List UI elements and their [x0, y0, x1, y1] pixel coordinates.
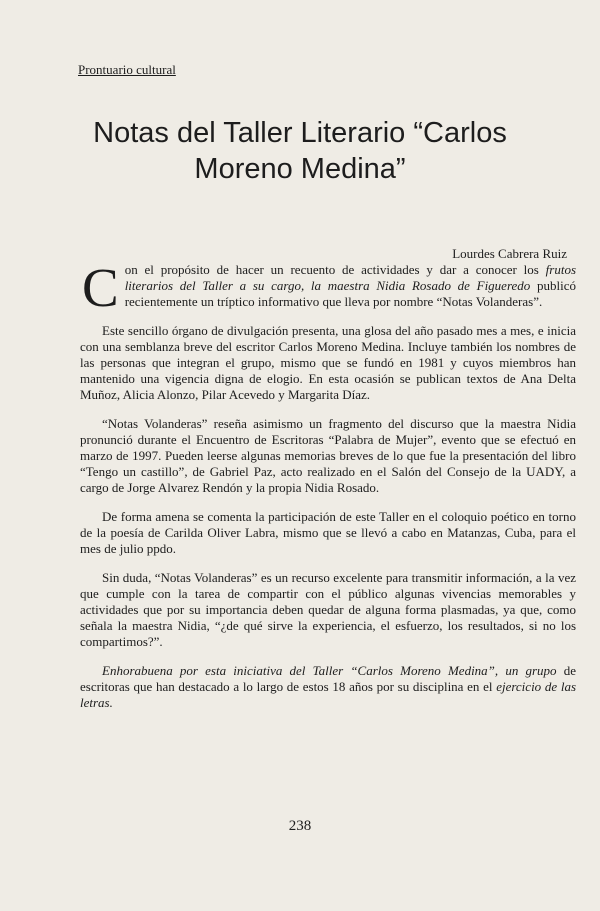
- paragraph-6-text: de escritoras que han destacado a lo largo de estos 18 años por su disciplina en el: [80, 663, 576, 694]
- article-author: Lourdes Cabrera Ruiz: [452, 246, 567, 261]
- paragraph-4: De forma amena se comenta la participación de este Taller en el coloquio poético en torno de la poesía de Carilda Oliver Labra, mismo que se llevó a cabo en Matanzas, Cuba, para el mes de julio ppdo.: [80, 509, 576, 556]
- paragraph-6-italic-end: ejercicio de las letras.: [80, 679, 576, 710]
- paragraph-6: [80, 663, 576, 711]
- paragraph-5: Sin duda, “Notas Volanderas” es un recurso excelente para transmitir información, a la vez que cumple con la tarea de compartir con el público algunas vivencias memorables y actividades que por su importancia deben quedar de alguna forma plasmadas, ya que, como señala la maestra Nidia, “¿de qué sirve la experiencia, el esfuerzo, los resultados, si no los compartimos?”.: [80, 570, 576, 649]
- paragraph-3: “Notas Volanderas” reseña asimismo un fragmento del discurso que la maestra Nidia pronunció durante el Encuentro de Escritoras “Palabra de Mujer”, evento que se efectuó en marzo de 1997. Pueden leerse algunas memorias breves de lo que fue la presentación del libro “Tengo un castillo”, de Gabriel Paz, acto realizado en el Salón del Consejo de la UADY, a cargo de Jorge Alvarez Rendón y la propia Nidia Rosado.: [80, 416, 576, 495]
- paragraph-1-end: publicó recientemente un tríptico informativo que lleva por nombre “Notas Volanderas”.: [124, 278, 576, 309]
- page-number: 238: [288, 818, 312, 834]
- paragraph-1-text: on el propósito de hacer un recuento de actividades y dar a conocer los: [124, 262, 546, 277]
- section-label: Prontuario cultural: [78, 62, 176, 77]
- paragraph-1: [80, 257, 576, 318]
- paragraph-1-italic: frutos literarios del Taller a su cargo, la maestra Nidia Rosado de Figueredo: [124, 262, 576, 293]
- article-body: [80, 257, 576, 724]
- drop-cap: C: [82, 257, 119, 318]
- paragraph-2: Este sencillo órgano de divulgación presenta, una glosa del año pasado mes a mes, e inicia con una semblanza breve del escritor Carlos Moreno Medina. Incluye también los nombres de las personas que integran el grupo, mismo que se fundó en 1981 y cuyos miembros han mantenido una vigencia digna de elogio. En esta ocasión se publican textos de Ana Delta Muñoz, Alicia Alonzo, Pilar Acevedo y Margarita Díaz.: [80, 323, 576, 402]
- paragraph-6-italic-start: Enhorabuena por esta iniciativa del Taller “Carlos Moreno Medina”, un grupo: [102, 663, 557, 678]
- article-title: Notas del Taller Literario “Carlos Moreno Medina”: [93, 117, 507, 185]
